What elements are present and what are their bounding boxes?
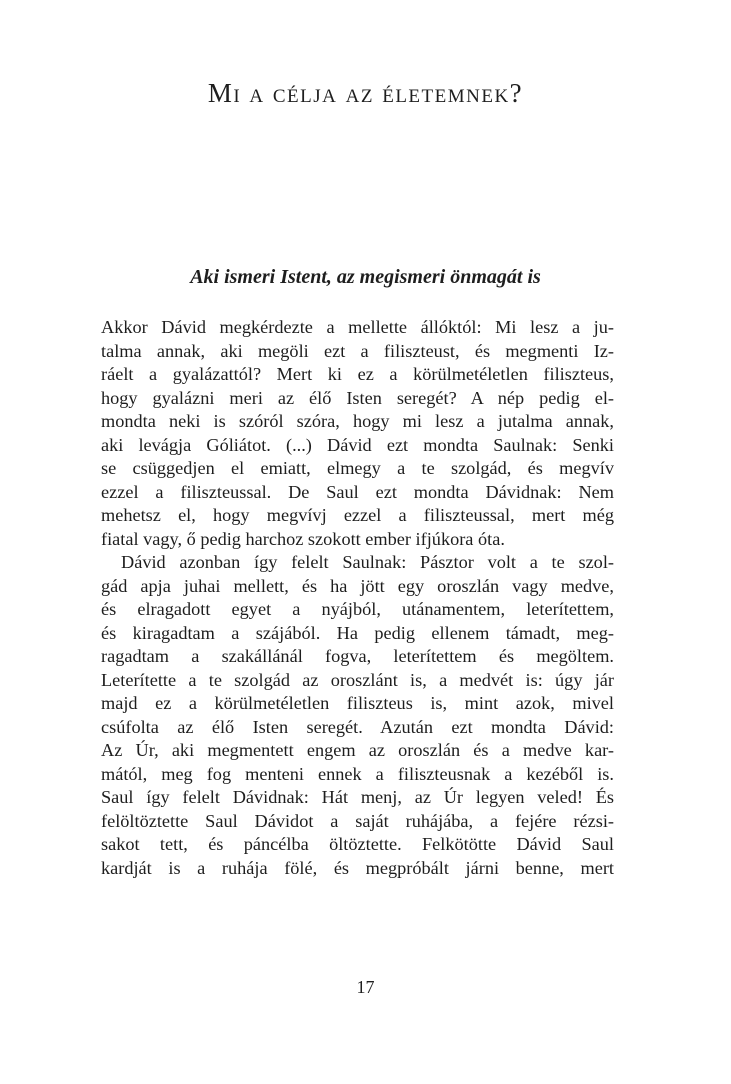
paragraph-2 [101,551,614,880]
text-line: talma annak, aki megöli ezt a filiszteust, és megmenti Iz- [101,340,614,361]
text-line: gád apja juhai mellett, és ha jött egy oroszlán vagy medve, [101,575,614,596]
paragraph-1 [101,316,614,551]
text-line: és elragadott egyet a nyájból, utánamentem, leterítettem, [101,599,614,619]
text-line: és kiragadtam a szájából. Ha pedig ellenem támadt, meg- [101,622,614,643]
text-line: sakot tett, és páncélba öltöztette. Felkötötte Dávid Saul [101,834,614,854]
text-line: Dávid azonban így felelt Saulnak: Pásztor volt a te szol- [121,552,614,572]
text-line: mehetsz el, hogy megvívj ezzel a filiszteussal, mert még [101,505,614,525]
chapter-title: Mi a célja az életemnek? [207,78,524,108]
text-line: csúfolta az élő Isten seregét. Azután ezt mondta Dávid: [101,716,614,737]
text-line: Saul így felelt Dávidnak: Hát menj, az Úr legyen veled! És [101,787,614,807]
text-line: Az Úr, aki megmentett engem az oroszlán és a medve kar- [101,740,614,760]
text-line: Leterítette a te szolgád az oroszlánt is, a medvét is: úgy jár [101,669,614,690]
body-text [101,316,614,880]
text-line: Akkor Dávid megkérdezte a mellette állóktól: Mi lesz a ju- [101,317,614,337]
text-line: mondta neki is szóról szóra, hogy mi lesz a jutalma annak, [101,411,614,431]
text-line: fiatal vagy, ő pedig harchoz szokott ember ifjúkora óta. [101,528,505,549]
text-line: hogy gyalázni meri az élő Isten seregét? A nép pedig el- [101,387,614,408]
section-heading: Aki ismeri Istent, az megismeri önmagát is [190,266,541,288]
text-line: aki levágja Góliátot. (...) Dávid ezt mondta Saulnak: Senki [101,434,614,455]
text-line: ragadtam a szakállánál fogva, leterítettem és megöltem. [101,646,614,666]
text-line: se csüggedjen el emiatt, elmegy a te szolgád, és megvív [101,458,614,478]
text-line: felöltöztette Saul Dávidot a saját ruhájába, a fejére rézsi- [101,810,614,831]
text-line: ezzel a filiszteussal. De Saul ezt mondta Dávidnak: Nem [101,481,614,502]
text-line: ráelt a gyalázattól? Mert ki ez a körülmetéletlen filiszteus, [101,364,614,384]
page-number: 17 [356,977,375,997]
text-line: mától, meg fog menteni ennek a filiszteusnak a kezéből is. [101,763,614,784]
text-line: majd ez a körülmetéletlen filiszteus is, mint azok, mivel [101,693,614,713]
text-line: kardját is a ruhája fölé, és megpróbált járni benne, mert [101,857,614,878]
